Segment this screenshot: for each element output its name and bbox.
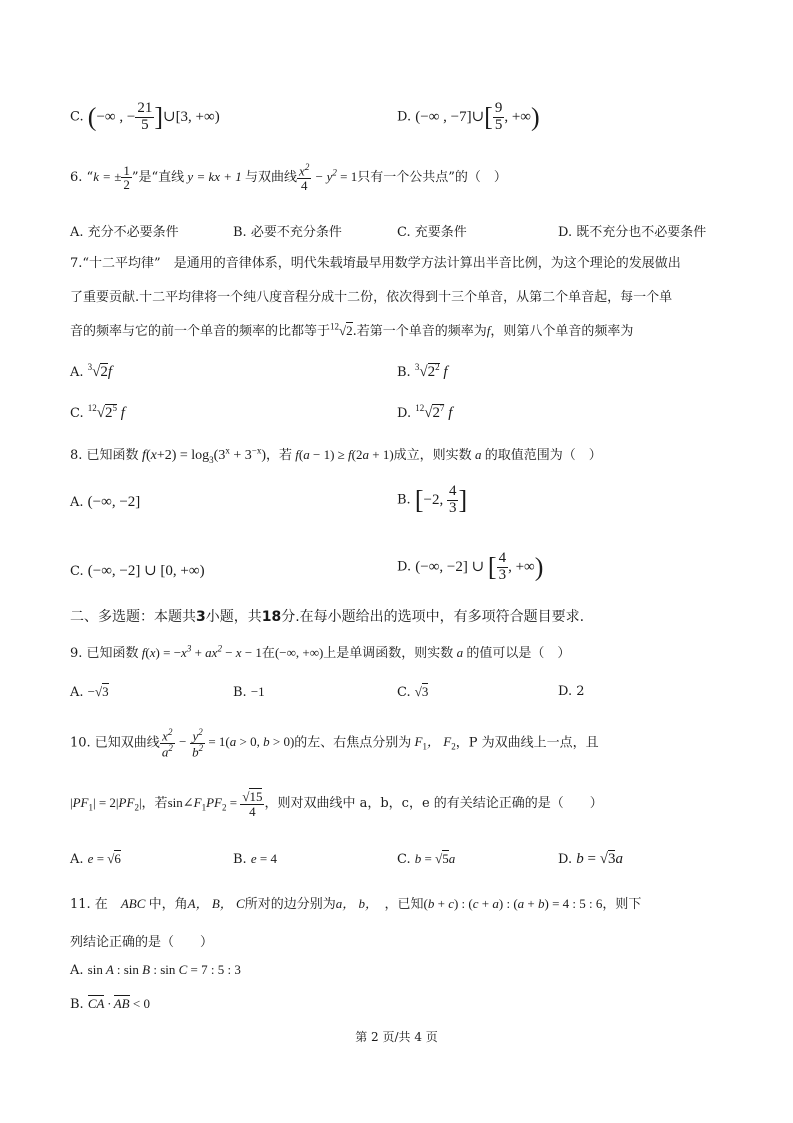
q8-option-a bbox=[70, 494, 140, 511]
q8-inequality: f(a − 1) ≥ f(2a + 1) bbox=[292, 447, 394, 462]
option-value: 2 bbox=[576, 684, 585, 699]
q10-text-b: ，P 为双曲线上一点，且 bbox=[455, 735, 599, 751]
q8-func-def: $f(x+2) = \log_3(3^x + 3^{-x})$ bbox=[138, 445, 266, 465]
q11-stem-line-1 bbox=[70, 893, 641, 912]
q7-option-d bbox=[397, 403, 452, 422]
q5-option-d bbox=[397, 101, 540, 134]
q9-stem bbox=[70, 642, 570, 661]
option-label: A. bbox=[70, 225, 84, 240]
q11-triangle: ABC bbox=[107, 896, 149, 911]
q10-text-d: ，则对双曲线中 a，b，c，e 的有关结论正确的是（ ） bbox=[264, 796, 603, 812]
section-points: 18 bbox=[261, 609, 282, 625]
option-math: sin A : sin B : sin C = 7 : 5 : 3 bbox=[87, 962, 241, 977]
q10-stem-line-1 bbox=[70, 728, 599, 759]
section-question-count: 3 bbox=[196, 609, 206, 625]
option-math: b = √3a bbox=[576, 851, 623, 867]
q6-text-b: 与双曲线 bbox=[245, 169, 298, 185]
option-text: 充要条件 bbox=[414, 225, 467, 240]
q11-sides: a， b， bbox=[335, 896, 385, 911]
q10-option-d bbox=[558, 851, 623, 868]
option-math: (−∞, −2] ∪ [ $\frac{4}{3}$ , +∞) bbox=[415, 550, 544, 583]
q8-option-c bbox=[70, 561, 205, 580]
option-math: $^3√2^2$ f bbox=[414, 362, 448, 380]
section-text-a: 二、多选题：本题共 bbox=[70, 609, 196, 625]
option-math: e = 4 bbox=[250, 851, 277, 866]
q6-text-c: 只有一个公共点”的（ ） bbox=[357, 169, 507, 185]
q8-option-b bbox=[397, 484, 467, 517]
option-label: C. bbox=[70, 564, 84, 579]
option-math: $^{12}√2^7$ f bbox=[415, 403, 453, 421]
option-math: (−∞ , −7]∪[ $\frac{9}{5}$ , +∞) bbox=[415, 100, 540, 133]
q7-text-a: 音的频率与它的前一个单音的频率的比都等于 bbox=[70, 324, 331, 339]
option-label: C. bbox=[397, 852, 411, 867]
option-math: $^{12}√2^5$ f bbox=[87, 403, 125, 421]
q7-option-c bbox=[70, 403, 125, 422]
q10-text-c: ，若 bbox=[141, 796, 168, 812]
option-label: C. bbox=[397, 225, 411, 240]
q9-option-c bbox=[397, 684, 428, 700]
option-math: −√3 bbox=[87, 684, 109, 699]
q7-line-2: 了重要贡献.十二平均律将一个纯八度音程分成十二份，依次得到十三个单音，从第二个单音起，每一个单 bbox=[70, 290, 673, 305]
option-label: D. bbox=[558, 225, 573, 240]
q8-prefix: 8. 已知函数 bbox=[70, 448, 139, 463]
q10-prefix: 10. 已知双曲线 bbox=[70, 735, 160, 751]
option-text: 既不充分也不必要条件 bbox=[576, 225, 707, 240]
q7-option-b bbox=[397, 362, 447, 381]
q10-option-c bbox=[397, 851, 455, 867]
q11-prefix: 11. 在 bbox=[70, 897, 108, 912]
option-label: C. bbox=[70, 109, 84, 125]
option-label: B. bbox=[233, 225, 247, 240]
q10-text-a: 的左、右焦点分别为 bbox=[294, 735, 412, 751]
q6-prefix: 6. “ bbox=[70, 169, 94, 185]
q9-prefix: 9. 已知函数 bbox=[70, 646, 139, 661]
q8-text-b: 成立，则实数 bbox=[393, 448, 472, 463]
option-math: (−∞ , − $\frac{21}{5}$ ]∪[3, +∞) bbox=[87, 100, 220, 133]
q11-text-d: ，则下 bbox=[602, 897, 642, 912]
option-math: $^3$√2f bbox=[87, 362, 113, 380]
q6-option-d bbox=[558, 221, 706, 240]
q7-f: f bbox=[486, 323, 491, 338]
q11-option-b bbox=[70, 996, 150, 1012]
q7-text-b: .若第一个单音的频率为 bbox=[352, 324, 487, 339]
q10-stem-line-2 bbox=[70, 790, 603, 818]
option-label: C. bbox=[397, 685, 411, 700]
q9-option-d bbox=[558, 684, 585, 699]
q9-interval: (−∞, +∞) bbox=[274, 645, 324, 660]
q6-option-a bbox=[70, 221, 179, 240]
q10-option-b bbox=[233, 851, 277, 867]
q6-stem bbox=[70, 163, 507, 193]
q6-hyperbola-eq: $\frac{x^2}{4}$ − $y^2 = 1$ bbox=[299, 162, 358, 193]
option-label: D. bbox=[558, 852, 573, 867]
q10-foci: $F_1$， $F_2$ bbox=[411, 734, 456, 753]
q7-option-a bbox=[70, 362, 112, 381]
option-label: A. bbox=[70, 365, 84, 380]
q11-stem-line-2: 列结论正确的是（ ） bbox=[70, 935, 214, 950]
q9-option-b bbox=[233, 684, 265, 700]
page-footer: 第 2 页/共 4 页 bbox=[355, 1030, 438, 1044]
section-heading bbox=[70, 606, 584, 626]
q8-text-c: 的取值范围为（ ） bbox=[484, 448, 602, 463]
option-math: √3 bbox=[414, 684, 429, 699]
q10-sin-cond: $\sin\angle F_1PF_2$ = $\frac{√15}{4}$ bbox=[167, 789, 263, 819]
q8-a: a bbox=[471, 447, 485, 462]
option-label: D. bbox=[397, 109, 412, 125]
option-label: B. bbox=[233, 685, 247, 700]
q11-text-c: ，已知 bbox=[384, 897, 424, 912]
q6-option-c bbox=[397, 221, 467, 240]
option-label: A. bbox=[70, 852, 84, 867]
option-label: B. bbox=[397, 365, 411, 380]
q6-k-value: k = ± $\frac{1}{2}$ bbox=[93, 162, 130, 193]
option-label: A. bbox=[70, 685, 84, 700]
q7-line-3 bbox=[70, 320, 633, 339]
q11-ratio-cond: (b + c) : (c + a) : (a + b) = 4 : 5 : 6 bbox=[423, 896, 603, 911]
q10-distance-cond: $|PF_1| = 2|PF_2|$ bbox=[70, 795, 142, 813]
option-label: B. bbox=[397, 492, 411, 508]
option-math: b = √5a bbox=[414, 851, 456, 866]
q11-text-b: 所对的边分别为 bbox=[244, 897, 336, 912]
option-label: D. bbox=[397, 406, 412, 421]
q8-stem bbox=[70, 444, 602, 465]
option-math: (−∞, −2] ∪ [0, +∞) bbox=[87, 563, 205, 579]
q7-line-1: 7.“十二平均律” 是通用的音律体系，明代朱载堉最早用数学方法计算出半音比例，为这个理论的发展做出 bbox=[70, 256, 681, 271]
q9-a: a bbox=[453, 645, 467, 660]
q11-angles: A， B， C bbox=[187, 896, 245, 911]
option-math: CA · AB < 0 bbox=[87, 996, 150, 1011]
q6-line-eq: y = kx + 1 bbox=[184, 168, 246, 184]
option-label: B. bbox=[233, 852, 247, 867]
option-label: A. bbox=[70, 963, 84, 978]
option-math: [−2, $\frac{4}{3}$ ] bbox=[414, 483, 468, 516]
option-math: −1 bbox=[250, 684, 265, 699]
q10-hyperbola-eq: $\frac{x^2}{a^2}$ − $\frac{y^2}{b^2}$ = 1(a > 0, b > 0) bbox=[161, 727, 295, 760]
q5-option-c bbox=[70, 101, 220, 134]
option-text: 充分不必要条件 bbox=[87, 225, 179, 240]
option-math: e = √6 bbox=[87, 851, 121, 866]
q7-text-c: ，则第八个单音的频率为 bbox=[490, 324, 634, 339]
option-label: B. bbox=[70, 997, 84, 1012]
q9-func-def: $f(x) = -x^3 + ax^2 - x - 1$ bbox=[138, 643, 262, 660]
q7-ratio-root: $^{12}$√2 bbox=[330, 321, 353, 338]
option-label: D. bbox=[558, 684, 573, 699]
q11-text-a: 中，角 bbox=[148, 897, 188, 912]
option-label: C. bbox=[70, 406, 84, 421]
section-text-b: 小题，共 bbox=[205, 609, 262, 625]
q8-text-a: ，若 bbox=[266, 448, 293, 463]
q8-option-d bbox=[397, 551, 543, 584]
section-text-c: 分.在每小题给出的选项中，有多项符合题目要求. bbox=[281, 609, 585, 625]
q6-text-a: ”是“直线 bbox=[131, 169, 185, 185]
q6-option-b bbox=[233, 221, 342, 240]
q9-text-b: 上是单调函数，则实数 bbox=[323, 646, 454, 661]
q9-text-a: 在 bbox=[261, 646, 275, 661]
option-text: 必要不充分条件 bbox=[250, 225, 342, 240]
q10-option-a bbox=[70, 851, 121, 867]
q9-option-a bbox=[70, 684, 109, 700]
option-label: D. bbox=[397, 559, 412, 575]
q11-option-a bbox=[70, 962, 241, 978]
q9-text-c: 的值可以是（ ） bbox=[466, 646, 571, 661]
option-label: A. bbox=[70, 495, 84, 510]
option-math: (−∞, −2] bbox=[87, 494, 141, 510]
